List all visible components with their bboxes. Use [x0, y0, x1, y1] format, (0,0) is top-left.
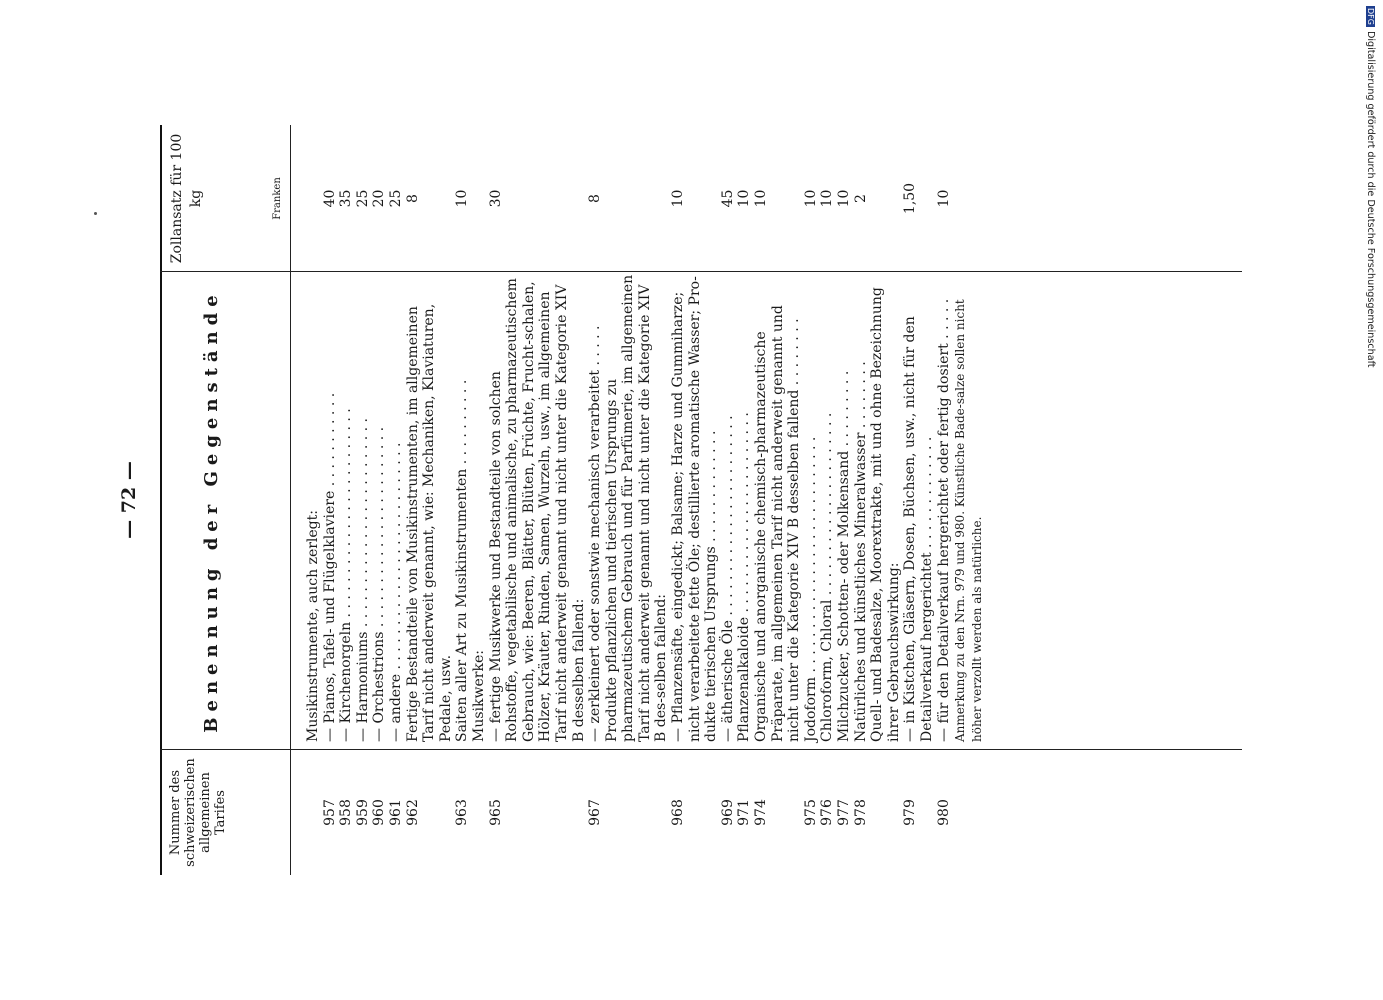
item-description: Rohstoffe, vegetabilische und animalische, zu pharmazeutischem Gebrauch, wie: Beeren, Blätter, Blüten, Früchte, Frucht-schalen, Hölzer, Kräuter, Rinden, Samen, Wurzeln, usw., im allgemeinen Tarif nicht anderweit genannt und nicht unter die Kategorie XIV B desselben fallend: — [504, 278, 587, 742]
tariff-number: 971 — [736, 799, 753, 826]
table-row — [355, 125, 372, 875]
item-description: Quell- und Badesalze, Moorextrakte, mit und ohne Bezeichnung ihrer Gebrauchswirkung: — [869, 287, 902, 742]
duty-rate — [504, 125, 587, 272]
table-row — [670, 125, 720, 875]
item-description: Organische und anorganische chemisch-pharmazeutische Präparate, im allgemeinen Tarif nicht anderweit genannt und nicht unter die Kategorie XIV B desselben fallend . . . . . . . . — [753, 305, 803, 742]
duty-rate: 10 — [753, 189, 770, 208]
table-row — [305, 125, 322, 875]
table-row — [836, 125, 853, 875]
duty-rate — [869, 125, 902, 272]
tariff-number: 959 — [354, 799, 371, 826]
table-row — [819, 125, 836, 875]
sidebar-credit — [1362, 6, 1376, 996]
duty-rate: 2 — [852, 194, 869, 203]
annotation-note: Anmerkung zu den Nrn. 979 und 980. Künstliche Bade-salze sollen nicht höher verzollt werden als natürliche. — [953, 299, 984, 742]
duty-rate: 20 — [371, 189, 388, 208]
duty-rate: 40 — [321, 189, 338, 208]
table-row — [338, 125, 355, 875]
item-description: Musikwerke: — [470, 650, 487, 742]
table-row — [803, 125, 820, 875]
table-row — [720, 125, 737, 875]
table-row — [853, 125, 870, 875]
top-rule — [160, 125, 162, 875]
item-description: Chloroform, Chloral . . . . . . . . . . . . . . . . . . . . . — [819, 412, 836, 742]
duty-rate — [471, 125, 488, 272]
tariff-number: 968 — [670, 799, 687, 826]
page-number: — 72 — — [118, 461, 140, 539]
table-body — [305, 125, 985, 875]
tariff-number: 963 — [454, 799, 471, 826]
item-description: Musikinstrumente, auch zerlegt: — [305, 510, 321, 742]
duty-rate: 35 — [338, 189, 355, 208]
table-row — [454, 125, 471, 875]
dfg-logo: DFG — [1366, 8, 1375, 25]
item-description: — fertige Musikwerke und Bestandteile von solchen — [487, 371, 504, 742]
tariff-number: 979 — [902, 799, 919, 826]
item-description: Saiten aller Art zu Musikinstrumenten . . . . . . . . . . — [454, 379, 471, 742]
annotation-row — [952, 125, 985, 875]
item-description: — andere . . . . . . . . . . . . . . . . . . . . . . . . . . — [387, 442, 404, 742]
item-description: Natürliches und künstliches Mineralwasser . . . . . . . . — [852, 361, 869, 742]
item-description: — Harmoniums . . . . . . . . . . . . . . . . . . . . . . . . — [354, 418, 371, 742]
table-row — [936, 125, 953, 875]
table-row — [753, 125, 803, 875]
duty-rate: 10 — [836, 189, 852, 208]
tariff-table — [160, 125, 1250, 875]
tariff-number: 965 — [487, 799, 504, 826]
table-row — [488, 125, 505, 875]
tariff-number: 958 — [338, 799, 355, 826]
tariff-number: 975 — [802, 799, 819, 826]
table-row — [736, 125, 753, 875]
duty-rate: 25 — [354, 189, 371, 208]
item-description: Pflanzenalkaloide . . . . . . . . . . . . . . . . . . . . . . . — [736, 412, 753, 742]
item-description: — Orchestrions . . . . . . . . . . . . . . . . . . . . . . . — [371, 426, 388, 742]
item-description: Milchzucker, Schotten- oder Molkensand . . . . . . . . . — [836, 370, 852, 742]
item-description: — Pflanzensäfte, eingedickt; Balsame; Harze und Gummiharze; nicht verarbeitete fette Öle; destillierte aromatische Wasser; Pro-dukte tierischen Ursprungs . . . . . . . . . . . . . — [670, 276, 720, 742]
duty-rate — [604, 125, 670, 272]
item-description: Fertige Bestandteile von Musikinstrumenten, im allgemeinen Tarif nicht anderweit genannt, wie: Mechaniken, Klaviaturen, Pedale, usw. — [404, 303, 454, 742]
duty-rate — [305, 125, 322, 272]
table-row — [504, 125, 587, 875]
item-description: — in Kistchen, Gläsern, Dosen, Büchsen, usw., nicht für den Detailverkauf hergerichtet . . . . . . . . . . . . . — [902, 316, 935, 742]
tariff-number: 960 — [371, 799, 388, 826]
item-description: Produkte pflanzlichen und tierischen Ursprungs zu pharmazeutischem Gebrauch und für Parfümerie, im allgemeinen Tarif nicht anderweit genannt und nicht unter die Kategorie XIV B des-selben fallend: — [603, 274, 670, 742]
item-description: — für den Detailverkauf hergerichtet oder fertig dosiert . . . . . — [935, 298, 952, 742]
tariff-number: 976 — [819, 799, 836, 826]
duty-rate: 10 — [935, 189, 952, 208]
header-rate: Zollansatz für 100 kg — [169, 133, 204, 264]
tariff-number: 977 — [836, 799, 852, 826]
tariff-number: 978 — [852, 799, 869, 826]
table-row — [322, 125, 339, 875]
duty-rate: 8 — [587, 194, 604, 203]
duty-rate: 10 — [819, 189, 836, 208]
tariff-number: 961 — [387, 799, 404, 826]
tariff-number: 980 — [935, 799, 952, 826]
table-row — [388, 125, 405, 875]
table-row — [371, 125, 388, 875]
tariff-number — [869, 750, 902, 875]
table-row — [902, 125, 935, 875]
tariff-number: 957 — [321, 799, 338, 826]
duty-rate: 1,50 — [902, 182, 919, 215]
item-description: — zerkleinert oder sonstwie mechanisch verarbeitet . . . . . — [587, 325, 604, 742]
credit-text: Digitalisierung gefördert durch die Deutsche Forschungsgemeinschaft — [1365, 30, 1376, 368]
table-row — [869, 125, 902, 875]
header-description: Benennung der Gegenstände — [201, 289, 222, 733]
duty-rate: 8 — [404, 194, 421, 203]
duty-rate: 10 — [670, 189, 687, 208]
table-row — [587, 125, 604, 875]
tariff-number: 962 — [404, 799, 421, 826]
tariff-number: 969 — [719, 799, 736, 826]
duty-rate: 10 — [802, 189, 819, 208]
item-description: — ätherische Öle . . . . . . . . . . . . . . . . . . . . . . . — [719, 415, 736, 742]
header-unit: Franken — [272, 177, 283, 220]
tariff-number — [305, 750, 322, 875]
tariff-number: 967 — [587, 799, 604, 826]
duty-rate: 10 — [454, 189, 471, 208]
tariff-number — [504, 750, 587, 875]
header-number: Nummer des schweizerischen allgemeinen Tarifes — [168, 758, 228, 867]
tariff-number: 974 — [753, 799, 770, 826]
tariff-number — [604, 750, 670, 875]
tariff-number — [471, 750, 488, 875]
duty-rate: 30 — [487, 189, 504, 208]
table-row — [471, 125, 488, 875]
item-description: Jodoform . . . . . . . . . . . . . . . . . . . . . . . . . . . — [802, 436, 819, 742]
item-description: — Kirchenorgeln . . . . . . . . . . . . . . . . . . . . . . . . — [338, 408, 355, 742]
duty-rate: 10 — [736, 189, 753, 208]
table-row — [604, 125, 670, 875]
header-rule — [290, 125, 291, 875]
table-row — [405, 125, 455, 875]
duty-rate: 25 — [387, 189, 404, 208]
item-description: — Pianos, Tafel- und Flügelklaviere . . . . . . . . . . . — [321, 392, 338, 742]
duty-rate: 45 — [719, 189, 736, 208]
